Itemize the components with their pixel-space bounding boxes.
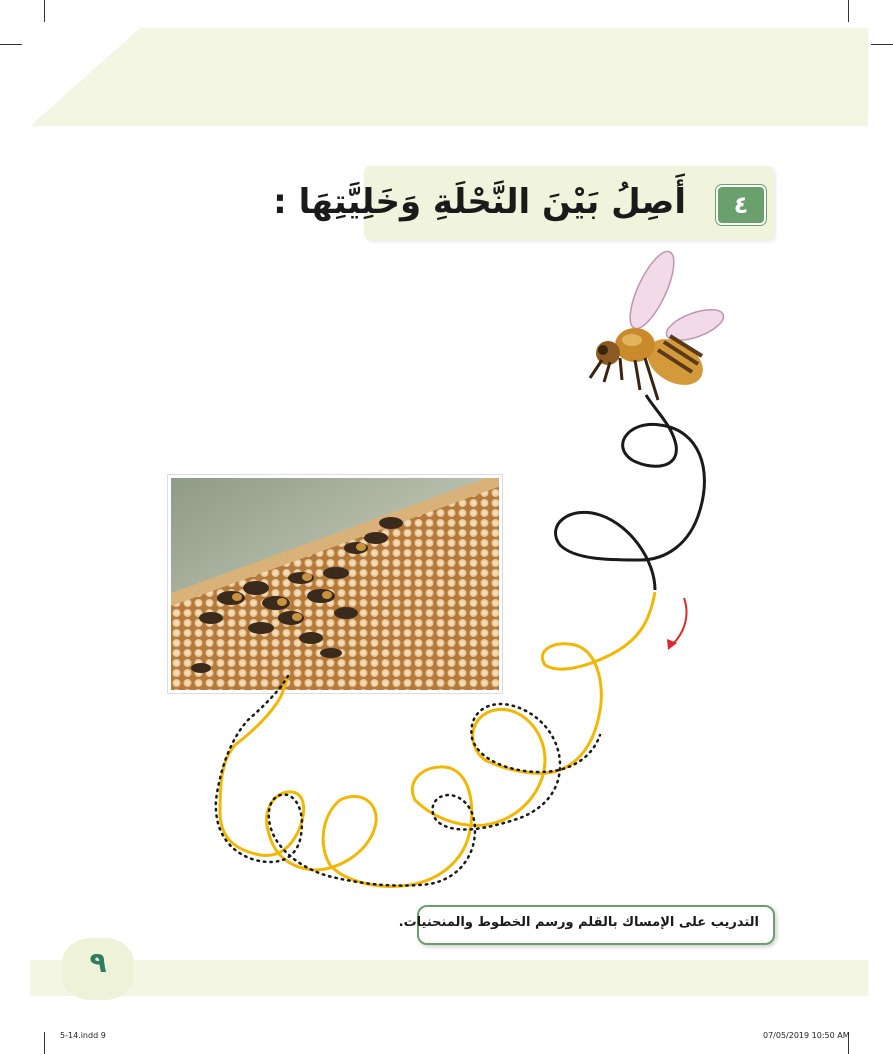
- bee-icon: [580, 250, 730, 410]
- file-label: 5-14.indd 9: [60, 1031, 106, 1040]
- direction-arrow-path: [672, 598, 687, 645]
- page-number: ٩: [89, 946, 107, 979]
- exercise-number-badge: ٤: [716, 185, 766, 225]
- yellow-trace-path: [220, 592, 655, 886]
- bee-string-path: [556, 395, 705, 590]
- exercise-title: أَصِلُ بَيْنَ النَّحْلَةِ وَخَلِيَّتِهَا :: [273, 182, 686, 222]
- page-number-badge: [62, 938, 134, 1000]
- footer-band: [30, 960, 868, 996]
- instruction-note-text: التدريب على الإمساك بالقلم ورسم الخطوط والمنحنيات.: [398, 915, 759, 930]
- print-timestamp: 07/05/2019 10:50 AM: [763, 1031, 850, 1040]
- instruction-note-box: [398, 905, 775, 945]
